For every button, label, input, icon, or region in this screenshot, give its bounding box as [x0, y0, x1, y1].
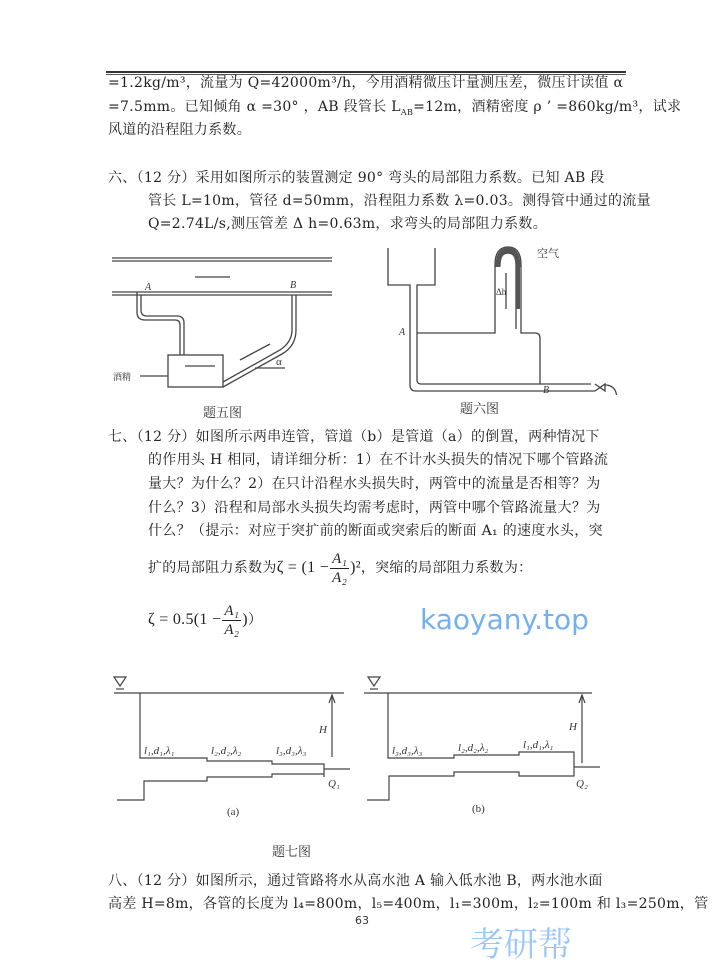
- q8-line-2: 高差 H=8m，各管的长度为 l₄=800m，l₅=400m，l₁=300m，l₂=100m 和 l₃=250m，管: [108, 896, 709, 912]
- q7-line-3: 量大？为什么？2）在只计沿程水头损失时，两管中的流量是否相等？为: [148, 476, 601, 492]
- intro-text: =12m，酒精密度 ρ ’ =860kg/m³，试求: [413, 99, 682, 115]
- figure-5-diagram: [110, 240, 340, 390]
- q7-line-1: 七、（12 分）如图所示两串连管，管道（b）是管道（a）的倒置，两种情况下: [108, 429, 600, 445]
- q8-line-1: 八、（12 分）如图所示，通过管路将水从高水池 A 输入低水池 B，两水池水面: [108, 873, 603, 889]
- subscript: AB: [400, 107, 414, 117]
- figure-6-diagram: [385, 245, 625, 395]
- label-alpha: α: [276, 356, 282, 368]
- formula-contract-rhs: ): [242, 611, 248, 628]
- label-delta-h: Δh: [496, 287, 507, 297]
- denominator: A₂: [224, 621, 240, 638]
- figure-7-diagram: [112, 675, 612, 820]
- segment-1-label: l₁,d₁,λ₁: [144, 745, 175, 757]
- figure-5-caption: 题五图: [203, 406, 243, 421]
- formula-prefix: 扩的局部阻力系数为: [148, 560, 277, 576]
- q7-formula-contract: [148, 600, 262, 640]
- formula-mid: ，突缩的局部阻力系数为：: [360, 560, 533, 576]
- label-h: H: [319, 724, 327, 736]
- label-alcohol: 酒精: [113, 372, 132, 382]
- intro-text: =7.5mm。已知倾角 α =30° ，AB 段管长 L: [108, 99, 401, 115]
- intro-line-1: =1.2kg/m³，流量为 Q=42000m³/h，今用酒精微压计量测压差，微压计读值 α: [108, 75, 624, 91]
- label-q2: Q₂: [576, 778, 588, 790]
- label-h: H: [569, 721, 577, 733]
- fraction-a1-a2: [330, 550, 349, 587]
- label-q1: Q₁: [328, 778, 340, 790]
- page-number: 63: [355, 914, 369, 927]
- watermark-url: kaoyany.top: [420, 603, 589, 636]
- intro-line-2: [108, 97, 681, 123]
- numerator: A₁: [224, 602, 240, 619]
- formula-expand-lhs: ζ = (1 −: [276, 559, 330, 576]
- label-a: A: [145, 282, 152, 293]
- q7-line-2: 的作用头 H 相同，请详细分析：1）在不计水头损失的情况下哪个管路流: [148, 452, 609, 468]
- q7-line-4: 什么？3）沿程和局部水头损失均需考虑时，两管中哪个管路流量大？为: [148, 500, 601, 516]
- q7-line-5: 什么？（提示：对应于突扩前的断面或突索后的断面 A₁ 的速度水头，突: [148, 523, 603, 539]
- watermark-logo: 考研帮: [470, 925, 572, 965]
- numerator: A₁: [332, 550, 348, 567]
- label-b: (b): [472, 803, 485, 815]
- figure-7b: [364, 677, 600, 815]
- segment-1-label: l₁,d₁,λ₁: [523, 739, 554, 751]
- figure-6-caption: 题六图: [460, 402, 500, 417]
- segment-2-label: l₂,d₂,λ₂: [458, 742, 489, 754]
- formula-expand-rhs: )²: [350, 559, 361, 576]
- q6-line-2: 管长 L=10m，管径 d=50mm，沿程阻力系数 λ=0.03。测得管中通过的流量: [148, 193, 651, 209]
- denominator: A₂: [332, 569, 348, 586]
- segment-3-label: l₃,d₃,λ₃: [392, 745, 423, 757]
- label-a: (a): [227, 806, 240, 818]
- label-b: B: [290, 280, 297, 291]
- label-a: A: [399, 327, 406, 338]
- label-b: B: [543, 385, 550, 395]
- q7-formula-expand: [148, 548, 532, 588]
- figure-7-caption: 题七图: [272, 845, 312, 860]
- formula-close: ）: [247, 612, 263, 628]
- q6-line-3: Q=2.74L/s,测压管差 Δ h=0.63m，求弯头的局部阻力系数。: [148, 216, 548, 232]
- segment-2-label: l₂,d₂,λ₂: [211, 745, 242, 757]
- q6-line-1: 六、（12 分）采用如图所示的装置测定 90° 弯头的局部阻力系数。已知 AB 段: [108, 170, 605, 186]
- label-air: 空气: [537, 248, 559, 260]
- fraction-a1-a2: [222, 602, 241, 639]
- formula-contract-lhs: ζ = 0.5(1 −: [148, 611, 222, 628]
- figure-7a: [114, 677, 350, 818]
- segment-3-label: l₃,d₃,λ₃: [276, 745, 307, 757]
- intro-line-3: 风道的沿程阻力系数。: [108, 122, 251, 138]
